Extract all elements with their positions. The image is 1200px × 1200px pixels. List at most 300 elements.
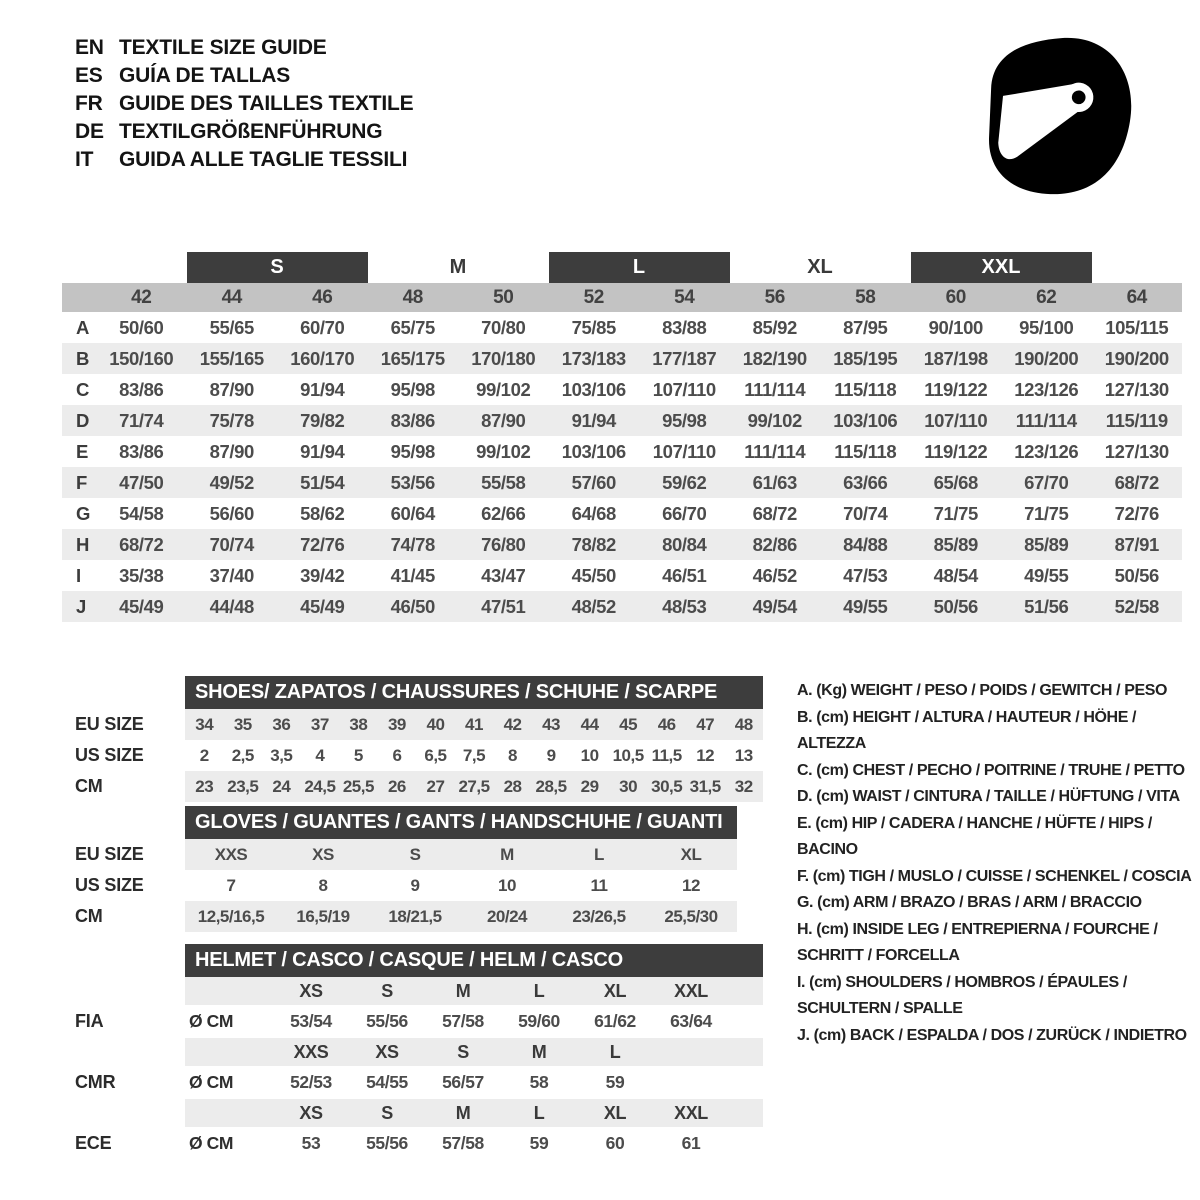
- language-row: [75, 146, 413, 174]
- size-value-cell: 28: [503, 776, 522, 796]
- standard-label: ECE: [75, 1133, 112, 1153]
- size-value-cell: 38: [349, 714, 368, 734]
- helmet-size-header-row: [75, 977, 763, 1005]
- size-cell: 56/60: [209, 502, 254, 524]
- legend-item: B. (cm) HEIGHT / ALTURA / HAUTEUR / HÖHE / ALTEZZA: [797, 708, 1137, 752]
- helmet-value-cell: 61/62: [594, 1011, 636, 1031]
- size-cell: 90/100: [928, 316, 983, 338]
- helmet-size-label: XL: [603, 980, 627, 1001]
- helmet-size-label: L: [533, 1102, 545, 1123]
- language-row: [75, 118, 413, 146]
- size-cell: 68/72: [752, 502, 797, 524]
- size-cell: 39/42: [300, 564, 345, 586]
- shoes-title: SHOES/ ZAPATOS / CHAUSSURES / SCHUHE / SCARPE: [185, 676, 763, 709]
- size-table-row: [75, 870, 737, 901]
- size-value-cell: 8: [508, 745, 518, 765]
- legend-item: E. (cm) HIP / CADERA / HANCHE / HÜFTE / HIPS / BACINO: [797, 814, 1152, 858]
- size-cell: 76/80: [481, 533, 526, 555]
- size-cell: 65/75: [390, 316, 435, 338]
- size-cell: 71/75: [1024, 502, 1069, 524]
- size-value-cell: 6,5: [424, 745, 447, 765]
- helmet-size-label: XL: [603, 1102, 627, 1123]
- size-cell: 51/56: [1024, 595, 1069, 617]
- row-letter: D: [76, 409, 89, 431]
- size-band: [62, 283, 1182, 312]
- size-cell: 103/106: [561, 440, 626, 462]
- size-value-cell: 39: [387, 714, 406, 734]
- helmet-values: [185, 1005, 763, 1038]
- size-column-header: 46: [312, 286, 333, 308]
- size-value-cell: 10: [580, 745, 599, 765]
- helmet-size-header: [185, 977, 763, 1005]
- size-cell: 44/48: [209, 595, 254, 617]
- size-column-header: 62: [1036, 286, 1057, 308]
- size-cell: 173/183: [561, 347, 626, 369]
- standard-label: FIA: [75, 1011, 104, 1031]
- size-table-row: [75, 901, 737, 932]
- size-value-cell: 10,5: [612, 745, 644, 765]
- language-code: ES: [75, 64, 103, 87]
- size-value-cell: 7,5: [462, 745, 486, 765]
- size-value-cell: 10: [498, 875, 516, 895]
- size-cell: 64/68: [571, 502, 616, 524]
- size-cell: 127/130: [1104, 378, 1169, 400]
- size-cell: 48/54: [933, 564, 978, 586]
- row-letter: J: [76, 595, 86, 617]
- size-row-values: [185, 901, 737, 932]
- size-cell: 70/74: [209, 533, 254, 555]
- unit-cell: Ø CM: [189, 1133, 234, 1153]
- size-cell: 84/88: [843, 533, 888, 555]
- size-value-cell: 44: [580, 714, 599, 734]
- size-cell: 82/86: [752, 533, 797, 555]
- size-row-values: [185, 839, 737, 870]
- size-cell: 95/98: [662, 409, 707, 431]
- helmet-value-cell: 57/58: [442, 1011, 484, 1031]
- size-row-label: US SIZE: [75, 875, 144, 895]
- size-cell: 45/50: [571, 564, 616, 586]
- size-value-cell: 42: [503, 714, 522, 734]
- helmet-size-label: S: [381, 1102, 393, 1123]
- size-column-header: 42: [131, 286, 152, 308]
- size-cell: 60/64: [390, 502, 435, 524]
- size-value-cell: 23: [195, 776, 214, 796]
- size-cell: 60/70: [300, 316, 345, 338]
- language-title: TEXTILE SIZE GUIDE: [119, 36, 327, 59]
- size-value-cell: 30: [619, 776, 638, 796]
- size-column-header: 48: [402, 286, 423, 308]
- size-row-label: EU SIZE: [75, 714, 144, 734]
- helmet-value-cell: 56/57: [442, 1072, 484, 1092]
- size-column-header: 64: [1126, 286, 1147, 308]
- language-code: DE: [75, 120, 104, 143]
- empty-label: [75, 1038, 185, 1066]
- helmet-size-label: M: [455, 1102, 471, 1123]
- size-cell: 165/175: [380, 347, 445, 369]
- size-cell: 150/160: [109, 347, 174, 369]
- row-letter: E: [76, 440, 88, 462]
- size-value-cell: 34: [195, 714, 214, 734]
- size-cell: 47/51: [481, 595, 526, 617]
- size-cell: 54/58: [119, 502, 164, 524]
- size-cell: 119/122: [924, 440, 988, 462]
- size-value-cell: XS: [312, 844, 334, 864]
- size-cell: 80/84: [662, 533, 707, 555]
- size-cell: 49/55: [1024, 564, 1069, 586]
- size-column-header: 60: [945, 286, 966, 308]
- size-cell: 185/195: [833, 347, 898, 369]
- size-cell: 49/52: [209, 471, 254, 493]
- size-cell: 71/74: [119, 409, 164, 431]
- size-cell: 68/72: [119, 533, 164, 555]
- table-row: [62, 529, 1182, 560]
- size-value-cell: 47: [696, 714, 715, 734]
- size-cell: 155/165: [199, 347, 264, 369]
- table-row: [62, 312, 1182, 343]
- size-cell: 123/126: [1014, 440, 1079, 462]
- size-cell: 127/130: [1104, 440, 1169, 462]
- size-cell: 87/91: [1114, 533, 1159, 555]
- size-cell: 71/75: [933, 502, 978, 524]
- helmet-value-cell: 53/54: [290, 1011, 332, 1031]
- helmet-value-cell: 52/53: [290, 1072, 332, 1092]
- size-cell: 50/60: [119, 316, 164, 338]
- size-cell: 111/114: [744, 378, 806, 400]
- size-row-label: EU SIZE: [75, 844, 144, 864]
- helmet-size-header: [185, 1099, 763, 1127]
- size-value-cell: 9: [546, 745, 556, 765]
- size-cell: 107/110: [652, 378, 716, 400]
- size-group-label: L: [549, 252, 730, 283]
- size-cell: 111/114: [744, 440, 806, 462]
- size-value-cell: S: [409, 844, 421, 864]
- size-value-cell: M: [500, 844, 514, 864]
- table-row: [62, 467, 1182, 498]
- size-cell: 115/118: [834, 440, 897, 462]
- size-cell: 170/180: [471, 347, 536, 369]
- size-value-cell: 11,5: [651, 745, 682, 765]
- helmet-title: HELMET / CASCO / CASQUE / HELM / CASCO: [185, 944, 763, 977]
- helmet-size-header-row: [75, 1099, 763, 1127]
- size-value-cell: L: [594, 844, 604, 864]
- size-cell: 37/40: [209, 564, 254, 586]
- size-value-cell: 37: [310, 714, 329, 734]
- size-groups: [62, 252, 1182, 283]
- size-cell: 72/76: [300, 533, 345, 555]
- size-value-cell: 4: [315, 745, 325, 765]
- size-cell: 87/95: [843, 316, 888, 338]
- language-row: [75, 90, 413, 118]
- size-value-cell: 28,5: [535, 776, 567, 796]
- size-column-header: 54: [674, 286, 695, 308]
- size-cell: 55/65: [209, 316, 254, 338]
- size-cell: 70/74: [843, 502, 888, 524]
- size-value-cell: 48: [734, 714, 753, 734]
- size-cell: 72/76: [1114, 502, 1159, 524]
- language-title: TEXTILGRÖßENFÜHRUNG: [119, 120, 383, 143]
- size-cell: 50/56: [1114, 564, 1159, 586]
- helmet-rows: [75, 977, 763, 1160]
- size-cell: 57/60: [571, 471, 616, 493]
- size-cell: 79/82: [300, 409, 345, 431]
- size-value-cell: 46: [657, 714, 676, 734]
- helmet-value-cell: 59/60: [518, 1011, 560, 1031]
- size-cell: 87/90: [209, 440, 254, 462]
- legend-item: D. (cm) WAIST / CINTURA / TAILLE / HÜFTUNG / VITA: [797, 788, 1180, 805]
- helmet-size-label: M: [455, 980, 471, 1001]
- size-value-cell: 23,5: [227, 776, 259, 796]
- gloves-rows: [75, 839, 737, 932]
- size-cell: 67/70: [1024, 471, 1069, 493]
- helmet-value-cell: 58: [529, 1072, 549, 1092]
- size-value-cell: 43: [542, 714, 561, 734]
- size-value-cell: 23/26,5: [572, 906, 626, 926]
- helmet-value-row: [75, 1005, 763, 1038]
- language-list: [75, 34, 413, 174]
- size-value-cell: 41: [465, 714, 483, 734]
- table-row: [62, 405, 1182, 436]
- size-column-header: 56: [764, 286, 785, 308]
- helmet-size-label: M: [531, 1041, 547, 1062]
- size-cell: 95/100: [1019, 316, 1074, 338]
- row-letter: A: [76, 316, 89, 338]
- size-value-cell: 8: [318, 875, 328, 895]
- size-cell: 62/66: [481, 502, 526, 524]
- legend-item: J. (cm) BACK / ESPALDA / DOS / ZURÜCK / INDIETRO: [797, 1026, 1187, 1044]
- size-cell: 91/94: [300, 440, 345, 462]
- empty-label: [75, 977, 185, 1005]
- helmet-value-cell: 63/64: [670, 1011, 712, 1031]
- helmet-value-cell: 54/55: [366, 1072, 408, 1092]
- size-group-label: M: [449, 256, 467, 278]
- size-group-label: S: [187, 252, 368, 283]
- size-cell: 91/94: [300, 378, 345, 400]
- size-cell: 68/72: [1114, 471, 1159, 493]
- helmet-value-cell: 55/56: [366, 1011, 408, 1031]
- helmet-value-row: [75, 1127, 763, 1160]
- size-value-cell: XL: [680, 844, 702, 864]
- empty-label: [75, 1099, 185, 1127]
- legend-item: I. (cm) SHOULDERS / HOMBROS / ÉPAULES / SCHULTERN / SPALLE: [797, 973, 1127, 1017]
- language-code: IT: [75, 148, 94, 171]
- size-cell: 46/50: [390, 595, 435, 617]
- size-cell: 123/126: [1014, 378, 1079, 400]
- size-cell: 83/86: [119, 378, 164, 400]
- size-cell: 87/90: [209, 378, 254, 400]
- helmet-size-label: [653, 1038, 729, 1066]
- size-cell: 35/38: [119, 564, 164, 586]
- size-cell: 177/187: [652, 347, 717, 369]
- size-cell: 187/198: [923, 347, 988, 369]
- size-cell: 41/45: [390, 564, 435, 586]
- size-value-cell: 9: [410, 875, 420, 895]
- size-column-header: 58: [855, 286, 876, 308]
- size-value-cell: 31,5: [689, 776, 721, 796]
- size-cell: 50/56: [933, 595, 978, 617]
- legend-item: A. (Kg) WEIGHT / PESO / POIDS / GEWITCH / PESO: [797, 682, 1168, 699]
- size-cell: 115/118: [834, 378, 897, 400]
- size-cell: 115/119: [1105, 409, 1168, 431]
- size-value-cell: 32: [734, 776, 753, 796]
- size-row-values: [185, 740, 763, 771]
- size-row-label: CM: [75, 906, 103, 926]
- size-value-cell: 27,5: [458, 776, 490, 796]
- size-value-cell: 35: [233, 714, 252, 734]
- textile-rows: [62, 312, 1182, 622]
- helmet-value-cell: 59: [605, 1072, 625, 1092]
- empty-cell: [185, 1038, 273, 1066]
- helmet-size-label: L: [533, 980, 545, 1001]
- legend-item: H. (cm) INSIDE LEG / ENTREPIERNA / FOURCHE / SCHRITT / FORCELLA: [797, 920, 1158, 964]
- size-value-cell: 3,5: [270, 745, 293, 765]
- unit-cell: Ø CM: [189, 1011, 234, 1031]
- size-cell: 160/170: [290, 347, 355, 369]
- size-table-row: [75, 740, 763, 771]
- size-cell: 49/55: [843, 595, 888, 617]
- size-cell: 53/56: [390, 471, 435, 493]
- helmet-value-cell: 59: [529, 1133, 549, 1153]
- size-cell: 85/92: [752, 316, 797, 338]
- size-cell: 47/53: [843, 564, 888, 586]
- helmet-size-header: [185, 1038, 763, 1066]
- size-column-header: 50: [493, 286, 514, 308]
- legend-item: C. (cm) CHEST / PECHO / POITRINE / TRUHE / PETTO: [797, 761, 1185, 779]
- size-cell: 48/53: [662, 595, 707, 617]
- table-row: [62, 498, 1182, 529]
- helmet-size-label: XXS: [293, 1041, 329, 1062]
- size-cell: 46/52: [752, 564, 797, 586]
- size-cell: 99/102: [476, 378, 531, 400]
- size-cell: 87/90: [481, 409, 526, 431]
- language-row: [75, 62, 413, 90]
- size-row-label: US SIZE: [75, 745, 144, 765]
- size-cell: 103/106: [561, 378, 626, 400]
- size-cell: 99/102: [476, 440, 531, 462]
- language-row: [75, 34, 413, 62]
- size-cell: 105/115: [1105, 316, 1169, 338]
- size-cell: 65/68: [933, 471, 978, 493]
- size-row-values: [185, 771, 763, 802]
- standard-label: CMR: [75, 1072, 116, 1092]
- size-group-label: XL: [807, 256, 833, 278]
- size-value-cell: 2: [199, 745, 209, 765]
- size-value-cell: 26: [387, 776, 406, 796]
- size-value-cell: 36: [272, 714, 291, 734]
- size-cell: 61/63: [752, 471, 797, 493]
- size-cell: 49/54: [752, 595, 797, 617]
- helmet-value-row: [75, 1066, 763, 1099]
- row-letter: I: [76, 564, 81, 586]
- row-letter: G: [76, 502, 90, 524]
- size-cell: 190/200: [1014, 347, 1079, 369]
- size-value-cell: 24,5: [304, 776, 336, 796]
- size-group-label: XXL: [911, 252, 1092, 283]
- size-table-row: [75, 771, 763, 802]
- size-cell: 66/70: [662, 502, 707, 524]
- gloves-table: [75, 806, 737, 932]
- size-cell: 91/94: [571, 409, 616, 431]
- helmet-table: [75, 944, 763, 1160]
- gloves-title: GLOVES / GUANTES / GANTS / HANDSCHUHE / GUANTI: [185, 806, 737, 839]
- size-cell: 43/47: [481, 564, 526, 586]
- size-cell: 48/52: [571, 595, 616, 617]
- size-value-cell: 6: [392, 745, 402, 765]
- language-code: EN: [75, 36, 104, 59]
- size-cell: 85/89: [933, 533, 978, 555]
- size-cell: 190/200: [1104, 347, 1169, 369]
- band-empty-cell: [62, 283, 96, 312]
- table-row: [62, 560, 1182, 591]
- size-value-cell: 24: [272, 776, 291, 796]
- size-value-cell: 30,5: [651, 776, 683, 796]
- empty-cell: [185, 977, 273, 1005]
- size-value-cell: 27: [426, 776, 445, 796]
- language-title: GUÍA DE TALLAS: [119, 64, 291, 87]
- helmet-value-cell: 57/58: [442, 1133, 484, 1153]
- helmet-size-label: XXL: [674, 1102, 708, 1123]
- size-cell: 111/114: [1015, 409, 1077, 431]
- legend-item: G. (cm) ARM / BRAZO / BRAS / ARM / BRACCIO: [797, 894, 1142, 911]
- size-table-row: [75, 839, 737, 870]
- helmet-size-label: XS: [299, 1102, 323, 1123]
- size-column-header: 52: [583, 286, 604, 308]
- row-letter: B: [76, 347, 89, 369]
- helmet-size-label: S: [381, 980, 393, 1001]
- helmet-size-label: XS: [375, 1041, 399, 1062]
- table-row: [62, 343, 1182, 374]
- size-cell: 107/110: [652, 440, 716, 462]
- helmet-value-cell: 60: [605, 1133, 625, 1153]
- size-cell: 51/54: [300, 471, 345, 493]
- size-cell: 45/49: [300, 595, 345, 617]
- size-value-cell: 11: [590, 875, 608, 895]
- table-row: [62, 436, 1182, 467]
- language-code: FR: [75, 92, 103, 115]
- size-cell: 63/66: [843, 471, 888, 493]
- size-cell: 103/106: [833, 409, 898, 431]
- row-letter: C: [76, 378, 89, 400]
- size-cell: 55/58: [481, 471, 526, 493]
- legend-item: F. (cm) TIGH / MUSLO / CUISSE / SCHENKEL / COSCIA: [797, 867, 1192, 885]
- helmet-value-cell: 55/56: [366, 1133, 408, 1153]
- empty-cell: [185, 1099, 273, 1127]
- size-value-cell: 18/21,5: [388, 906, 442, 926]
- helmet-size-label: XS: [299, 980, 323, 1001]
- size-cell: 107/110: [924, 409, 988, 431]
- racing-helmet-icon: [966, 26, 1142, 202]
- size-value-cell: 13: [734, 745, 753, 765]
- size-value-cell: 12: [696, 745, 715, 765]
- size-column-header: 44: [221, 286, 242, 308]
- unit-cell: Ø CM: [189, 1072, 234, 1092]
- size-value-cell: 20/24: [486, 906, 528, 926]
- size-row-label: CM: [75, 776, 103, 796]
- table-row: [62, 591, 1182, 622]
- size-value-cell: 2,5: [231, 745, 254, 765]
- helmet-size-header-row: [75, 1038, 763, 1066]
- row-letter: F: [76, 471, 87, 493]
- size-cell: 95/98: [390, 440, 435, 462]
- helmet-size-label: XXL: [674, 980, 708, 1001]
- helmet-values: [185, 1127, 763, 1160]
- size-table-row: [75, 709, 763, 740]
- shoes-rows: [75, 709, 763, 802]
- size-cell: 74/78: [390, 533, 435, 555]
- size-cell: 75/78: [209, 409, 254, 431]
- size-cell: 99/102: [747, 409, 802, 431]
- language-title: GUIDE DES TAILLES TEXTILE: [119, 92, 414, 115]
- helmet-values: [185, 1066, 763, 1099]
